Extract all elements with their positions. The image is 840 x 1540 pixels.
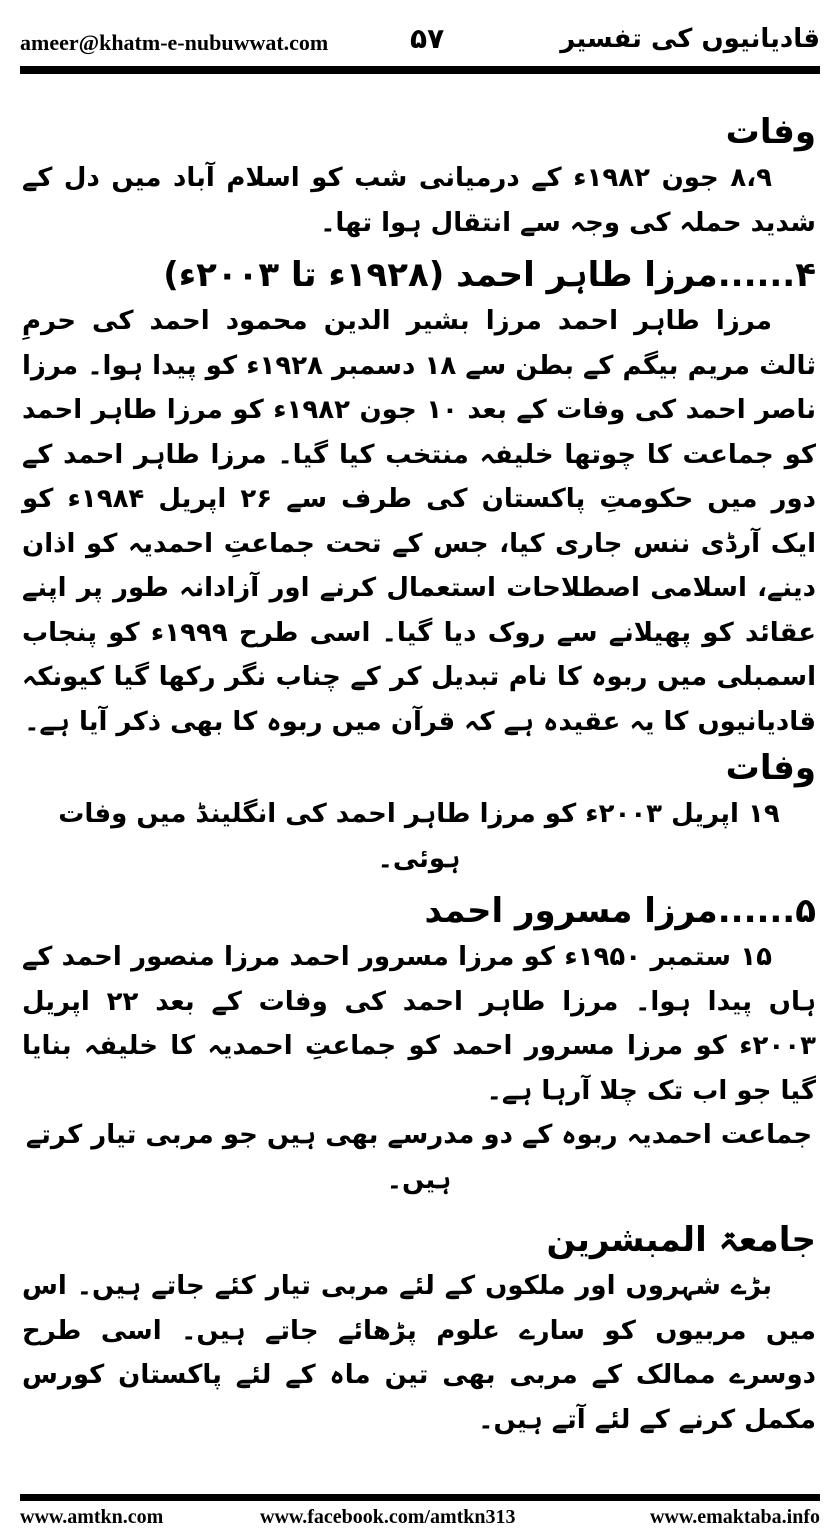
book-title: قادیانیوں کی تفسیر xyxy=(560,24,820,54)
heading-mirza-masroor: ۵......مرزا مسرور احمد xyxy=(424,891,816,931)
footer-link-amtkn: www.amtkn.com xyxy=(20,1506,164,1528)
page-header xyxy=(20,22,820,62)
footer-link-emaktaba: www.emaktaba.info xyxy=(649,1506,820,1528)
footer-rule xyxy=(20,1494,820,1501)
heading-wafat-2: وفات xyxy=(725,748,816,788)
heading-wafat-1: وفات xyxy=(725,112,816,152)
header-rule xyxy=(20,66,820,74)
heading-mirza-tahir: ۴......مرزا طاہر احمد (۱۹۲۸ء تا ۲۰۰۳ء) xyxy=(163,255,816,295)
paragraph-mirza-masroor: ۱۵ ستمبر ۱۹۵۰ء کو مرزا مسرور احمد مرزا منصور احمد کے ہاں پیدا ہوا۔ مرزا طاہر احمد کی وفات کے بعد ۲۲ اپریل ۲۰۰۳ء کو مرزا مسرور احمد کو جماعتِ احمدیہ کا خلیفہ بنایا گیا جو اب تک چلا آرہا ہے۔ xyxy=(22,942,816,1106)
footer-link-facebook: www.facebook.com/amtkn313 xyxy=(260,1506,516,1528)
paragraph-jamia: بڑے شہروں اور ملکوں کے لئے مربی تیار کئے جاتے ہیں۔ اس میں مربیوں کو سارے علوم پڑھائے جاتے ہیں۔ اسی طرح دوسرے ممالک کے مربی بھی تین ماہ کے لئے پاکستان کورس مکمل کرنے کے لئے آتے ہیں۔ xyxy=(22,1271,816,1435)
page-footer xyxy=(20,1506,820,1534)
header-email: ameer@khatm-e-nubuwwat.com xyxy=(20,30,329,55)
heading-jamia: جامعۃ المبشرین xyxy=(546,1220,816,1260)
paragraph-mirza-tahir: مرزا طاہر احمد مرزا بشیر الدین محمود احمد کی حرمِ ثالث مریم بیگم کے بطن سے ۱۸ دسمبر ۱۹۲۸ء کو پیدا ہوا۔ مرزا ناصر احمد کی وفات کے بعد ۱۰ جون ۱۹۸۲ء کو مرزا طاہر احمد کو جماعت کا چوتھا خلیفہ منتخب کیا گیا۔ مرزا طاہر احمد کے دور میں حکومتِ پاکستان کی طرف سے ۲۶ اپریل ۱۹۸۴ء کو ایک آرڈی ننس جاری کیا، جس کے تحت جماعتِ احمدیہ کو اذان دینے، اسلامی اصطلاحات استعمال کرنے اور آزادانہ طور پر اپنے عقائد کو پھیلانے سے روک دیا گیا۔ اسی طرح ۱۹۹۹ء کو پنجاب اسمبلی میں ربوہ کا نام تبدیل کر کے چناب نگر رکھا گیا کیونکہ قادیانیوں کا یہ عقیدہ ہے کہ قرآن میں ربوہ کا بھی ذکر آیا ہے۔ xyxy=(22,306,817,737)
page-body xyxy=(22,108,816,1442)
paragraph-madaris: جماعت احمدیہ ربوہ کے دو مدرسے بھی ہیں جو مربی تیار کرتے ہیں۔ xyxy=(25,1120,813,1195)
paragraph-wafat-1: ۸،۹ جون ۱۹۸۲ء کے درمیانی شب کو اسلام آباد میں دل کے شدید حملہ کی وجہ سے انتقال ہوا تھا۔ xyxy=(22,163,816,238)
page-number: ۵۷ xyxy=(410,22,445,55)
paragraph-wafat-2: ۱۹ اپریل ۲۰۰۳ء کو مرزا طاہر احمد کی انگلینڈ میں وفات ہوئی۔ xyxy=(58,799,780,874)
